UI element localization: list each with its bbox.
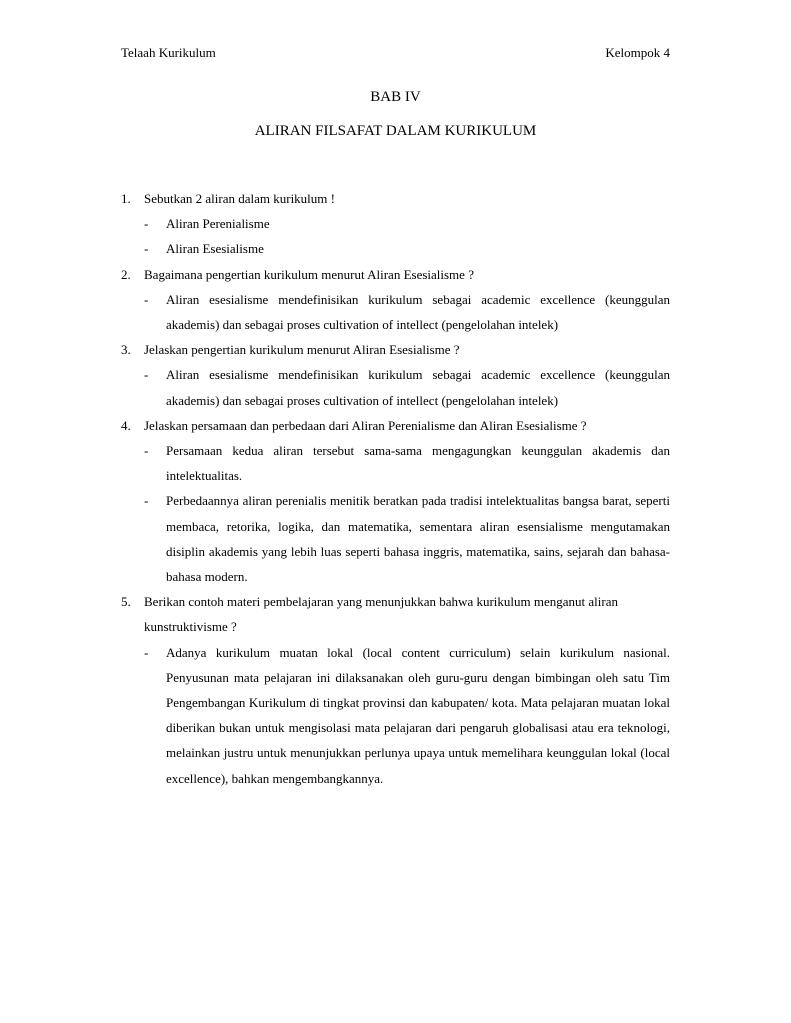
question-text: Jelaskan pengertian kurikulum menurut Aliran Esesialisme ? [144,342,460,358]
bullet-dash: - [144,241,149,257]
answer-text: Persamaan kedua aliran tersebut sama-sama mengagungkan keunggulan akademis dan intelektualitas. [166,443,670,484]
bullet-dash: - [144,291,149,307]
answer-item [121,287,670,337]
question-item [121,337,670,362]
header-right: Kelompok 4 [605,45,670,60]
bullet-dash: - [144,493,149,509]
answer-item [121,488,670,589]
answer-text: Aliran Esesialisme [166,241,264,257]
question-text: Berikan contoh materi pembelajaran yang menunjukkan bahwa kurikulum menganut aliran kunstruktivisme ? [144,594,618,635]
answer-text: Aliran esesialisme mendefinisikan kurikulum sebagai academic excellence (keunggulan akademis) dan sebagai proses cultivation of intellect (pengelolahan intelek) [166,291,670,333]
question-item [121,413,670,438]
answer-item [121,362,670,412]
bullet-dash: - [144,367,149,383]
question-number: 5. [121,594,131,610]
question-item [121,262,670,287]
bullet-dash: - [144,644,149,660]
bullet-dash: - [144,443,149,459]
header-left: Telaah Kurikulum [121,45,216,60]
question-text: Jelaskan persamaan dan perbedaan dari Aliran Perenialisme dan Aliran Esesialisme ? [144,417,587,433]
answer-item [121,211,670,236]
answer-text: Adanya kurikulum muatan lokal (local content curriculum) selain kurikulum nasional. Penyusunan mata pelajaran ini dilaksanakan oleh guru-guru dengan bimbingan oleh satu Tim Pengembangan Kurikulum di tingkat provinsi dan kabupaten/ kota. Mata pelajaran muatan lokal diberikan bukan untuk mengisolasi mata pelajaran dari pengaruh globalisasi atau era teknologi, melainkan justru untuk menunjukkan perlunya upaya untuk memelihara keunggulan lokal (local excellence), bahkan mengembangkannya. [166,644,670,786]
question-number: 3. [121,342,131,358]
chapter-heading: BAB IV [370,89,421,105]
question-item [121,186,670,211]
bullet-dash: - [144,216,149,232]
question-number: 1. [121,191,131,206]
question-item [121,589,670,639]
question-list [121,186,670,791]
question-text: Sebutkan 2 aliran dalam kurikulum ! [144,191,335,206]
question-number: 4. [121,417,131,433]
question-text: Bagaimana pengertian kurikulum menurut Aliran Esesialisme ? [144,266,474,282]
question-number: 2. [121,266,131,282]
answer-item [121,438,670,488]
chapter-title: ALIRAN FILSAFAT DALAM KURIKULUM [254,123,537,139]
answer-text: Aliran Perenialisme [166,216,270,232]
answer-text: Aliran esesialisme mendefinisikan kurikulum sebagai academic excellence (keunggulan akademis) dan sebagai proses cultivation of intellect (pengelolahan intelek) [166,367,670,408]
answer-text: Perbedaannya aliran perenialis menitik beratkan pada tradisi intelektualitas bangsa barat, seperti membaca, retorika, logika, dan matematika, sementara aliran esensialisme mengutamakan disiplin akademis yang lebih luas seperti bahasa inggris, matematika, sains, sejarah dan bahasa-bahasa modern. [166,493,670,585]
answer-item [121,640,670,791]
answer-item [121,236,670,261]
